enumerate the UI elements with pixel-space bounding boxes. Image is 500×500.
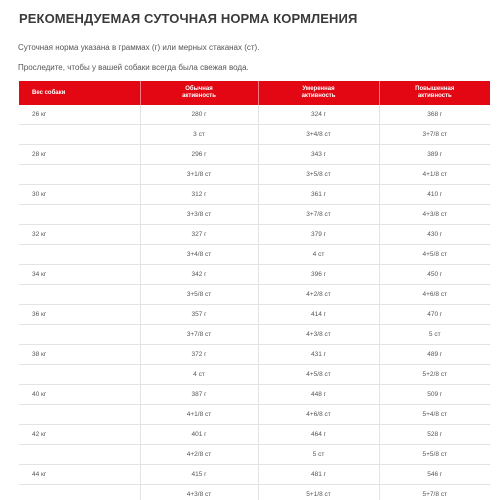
cell-weight: 44 кг — [19, 465, 140, 485]
cell-moderate-activity: 4+6/8 ст — [258, 405, 379, 425]
header-high-activity — [379, 81, 490, 105]
cell-high-activity: 5+5/8 ст — [379, 445, 490, 465]
cell-weight — [19, 325, 140, 345]
cell-normal-activity: 401 г — [140, 425, 258, 445]
cell-high-activity: 410 г — [379, 185, 490, 205]
table-row — [19, 105, 490, 125]
cell-weight — [19, 365, 140, 385]
cell-normal-activity: 3+3/8 ст — [140, 205, 258, 225]
cell-high-activity: 5+7/8 ст — [379, 485, 490, 500]
cell-high-activity: 4+6/8 ст — [379, 285, 490, 305]
feeding-table — [19, 81, 490, 500]
table-row — [19, 185, 490, 205]
cell-moderate-activity: 361 г — [258, 185, 379, 205]
cell-moderate-activity: 5+1/8 ст — [258, 485, 379, 500]
cell-weight — [19, 245, 140, 265]
cell-high-activity: 3+7/8 ст — [379, 125, 490, 145]
header-normal-line1: Обычная — [185, 86, 213, 92]
header-high-line2: активность — [417, 93, 452, 99]
cell-moderate-activity: 324 г — [258, 105, 379, 125]
table-row — [19, 485, 490, 500]
table-row — [19, 445, 490, 465]
table-row — [19, 145, 490, 165]
cell-normal-activity: 312 г — [140, 185, 258, 205]
cell-weight — [19, 205, 140, 225]
cell-moderate-activity: 414 г — [258, 305, 379, 325]
cell-high-activity: 5 ст — [379, 325, 490, 345]
header-moderate-line2: активность — [301, 93, 336, 99]
cell-moderate-activity: 5 ст — [258, 445, 379, 465]
header-normal-activity — [140, 81, 258, 105]
cell-weight: 26 кг — [19, 105, 140, 125]
cell-high-activity: 4+5/8 ст — [379, 245, 490, 265]
cell-weight — [19, 405, 140, 425]
cell-weight: 38 кг — [19, 345, 140, 365]
cell-weight — [19, 125, 140, 145]
cell-moderate-activity: 448 г — [258, 385, 379, 405]
cell-weight — [19, 165, 140, 185]
intro-text: Суточная норма указана в граммах (г) или мерных стаканах (ст). — [18, 43, 260, 52]
cell-normal-activity: 4+2/8 ст — [140, 445, 258, 465]
header-moderate-activity — [258, 81, 379, 105]
table-row — [19, 265, 490, 285]
water-text: Проследите, чтобы у вашей собаки всегда была свежая вода. — [18, 63, 249, 72]
table-row — [19, 305, 490, 325]
cell-weight — [19, 445, 140, 465]
cell-normal-activity: 357 г — [140, 305, 258, 325]
cell-normal-activity: 3+5/8 ст — [140, 285, 258, 305]
cell-normal-activity: 3+7/8 ст — [140, 325, 258, 345]
cell-normal-activity: 3 ст — [140, 125, 258, 145]
cell-high-activity: 4+3/8 ст — [379, 205, 490, 225]
cell-normal-activity: 387 г — [140, 385, 258, 405]
cell-high-activity: 489 г — [379, 345, 490, 365]
page-title: РЕКОМЕНДУЕМАЯ СУТОЧНАЯ НОРМА КОРМЛЕНИЯ — [19, 11, 358, 26]
cell-weight: 30 кг — [19, 185, 140, 205]
header-normal-line2: активность — [182, 93, 216, 99]
cell-moderate-activity: 3+7/8 ст — [258, 205, 379, 225]
cell-high-activity: 450 г — [379, 265, 490, 285]
cell-weight — [19, 485, 140, 500]
table-row — [19, 205, 490, 225]
cell-normal-activity: 3+1/8 ст — [140, 165, 258, 185]
cell-weight — [19, 285, 140, 305]
cell-moderate-activity: 4+2/8 ст — [258, 285, 379, 305]
cell-moderate-activity: 464 г — [258, 425, 379, 445]
cell-high-activity: 368 г — [379, 105, 490, 125]
table-row — [19, 225, 490, 245]
cell-high-activity: 528 г — [379, 425, 490, 445]
table-row — [19, 245, 490, 265]
cell-normal-activity: 280 г — [140, 105, 258, 125]
cell-weight: 32 кг — [19, 225, 140, 245]
cell-normal-activity: 342 г — [140, 265, 258, 285]
cell-high-activity: 470 г — [379, 305, 490, 325]
table-row — [19, 125, 490, 145]
cell-normal-activity: 4+3/8 ст — [140, 485, 258, 500]
cell-normal-activity: 372 г — [140, 345, 258, 365]
cell-moderate-activity: 4+5/8 ст — [258, 365, 379, 385]
table-row — [19, 405, 490, 425]
cell-high-activity: 389 г — [379, 145, 490, 165]
cell-high-activity: 430 г — [379, 225, 490, 245]
cell-high-activity: 509 г — [379, 385, 490, 405]
cell-high-activity: 546 г — [379, 465, 490, 485]
cell-weight: 42 кг — [19, 425, 140, 445]
cell-moderate-activity: 379 г — [258, 225, 379, 245]
cell-normal-activity: 4 ст — [140, 365, 258, 385]
header-weight — [19, 81, 140, 105]
cell-weight: 40 кг — [19, 385, 140, 405]
cell-high-activity: 5+4/8 ст — [379, 405, 490, 425]
table-row — [19, 165, 490, 185]
table-row — [19, 325, 490, 345]
header-weight-label: Вес собаки — [32, 89, 66, 96]
table-row — [19, 425, 490, 445]
table-row — [19, 345, 490, 365]
table-row — [19, 465, 490, 485]
feeding-table-header — [19, 81, 490, 105]
cell-moderate-activity: 3+5/8 ст — [258, 165, 379, 185]
cell-weight: 34 кг — [19, 265, 140, 285]
cell-weight: 36 кг — [19, 305, 140, 325]
cell-moderate-activity: 4+3/8 ст — [258, 325, 379, 345]
cell-moderate-activity: 481 г — [258, 465, 379, 485]
cell-moderate-activity: 3+4/8 ст — [258, 125, 379, 145]
header-row — [19, 81, 490, 105]
table-row — [19, 285, 490, 305]
feeding-table-body — [19, 105, 490, 500]
cell-normal-activity: 296 г — [140, 145, 258, 165]
cell-normal-activity: 327 г — [140, 225, 258, 245]
cell-moderate-activity: 396 г — [258, 265, 379, 285]
table-row — [19, 365, 490, 385]
cell-moderate-activity: 343 г — [258, 145, 379, 165]
cell-normal-activity: 4+1/8 ст — [140, 405, 258, 425]
table-row — [19, 385, 490, 405]
cell-normal-activity: 3+4/8 ст — [140, 245, 258, 265]
cell-weight: 28 кг — [19, 145, 140, 165]
header-high-line1: Повышенная — [415, 86, 455, 92]
cell-high-activity: 5+2/8 ст — [379, 365, 490, 385]
header-moderate-line1: Умеренная — [302, 86, 335, 92]
cell-moderate-activity: 4 ст — [258, 245, 379, 265]
cell-normal-activity: 415 г — [140, 465, 258, 485]
cell-moderate-activity: 431 г — [258, 345, 379, 365]
cell-high-activity: 4+1/8 ст — [379, 165, 490, 185]
